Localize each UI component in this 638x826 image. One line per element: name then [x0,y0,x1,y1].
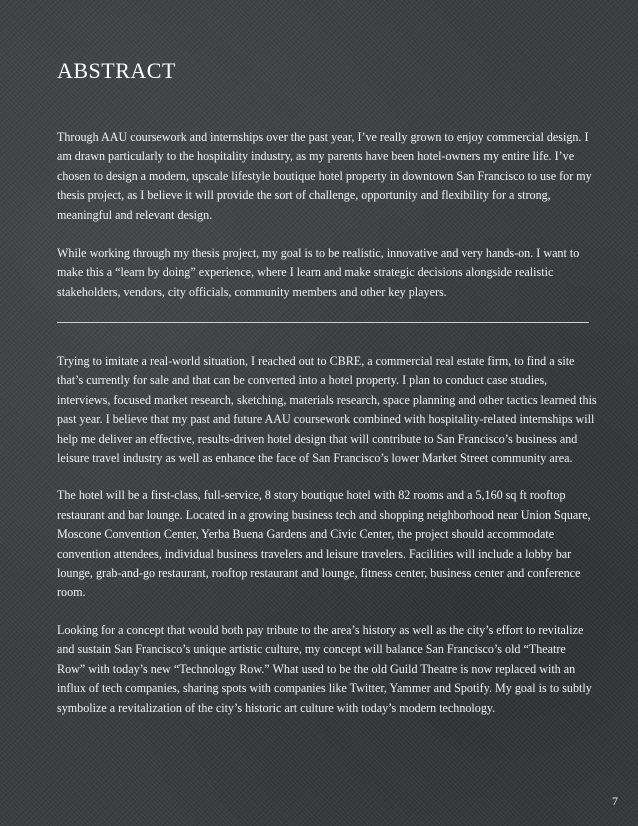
page-number: 7 [612,794,618,808]
paragraph: The hotel will be a first-class, full-service, 8 story boutique hotel with 82 rooms and a 5,160 sq ft rooftop restaurant and bar lounge. Located in a growing business tech and shopping neighborhood near Union Square, Moscone Convention Center, Yerba Buena Gardens and Civic Center, the project should accommodate convention attendees, individual business travelers and leisure travelers. Facilities will include a lobby bar lounge, grab-and-go restaurant, rooftop restaurant and lounge, fitness center, business center and conference room. [57,488,591,600]
body-section [57,352,597,718]
section-divider [57,322,589,323]
paragraph: Trying to imitate a real-world situation, I reached out to CBRE, a commercial real estate firm, to find a site that’s currently for sale and that can be converted into a hotel property. I plan to conduct case studies, interviews, focused market research, sketching, materials research, space planning and other tactics learned this past year. I believe that my past and future AAU coursework combined with hospitality-related internships will help me deliver an effective, results-driven hotel design that will contribute to San Francisco’s business and leisure travel industry as well as enhance the face of San Francisco’s lower Market Street community area. [57,354,597,466]
paragraph: While working through my thesis project, my goal is to be realistic, innovative and very hands-on. I want to make this a “learn by doing” experience, where I learn and make strategic decisions alongside realistic stakeholders, vendors, city officials, community members and other key players. [57,246,580,299]
paragraph: Through AAU coursework and internships over the past year, I’ve really grown to enjoy commercial design. I am drawn particularly to the hospitality industry, as my parents have been hotel-owners my entire life. I’ve chosen to design a modern, upscale lifestyle boutique hotel property in downtown San Francisco to use for my thesis project, as I believe it will provide the sort of challenge, opportunity and flexibility for a strong, meaningful and relevant design. [57,130,592,222]
paragraph: Looking for a concept that would both pay tribute to the area’s history as well as the city’s effort to revitalize and sustain San Francisco’s unique artistic culture, my concept will balance San Francisco’s old “Theatre Row” with today’s new “Technology Row.” What used to be the old Guild Theatre is now replaced with an influx of tech companies, sharing spots with companies like Twitter, Yammer and Spotify. My goal is to subtly symbolize a revitalization of the city’s historic art culture with today’s modern technology. [57,622,592,715]
intro-section [57,128,597,302]
page-title: ABSTRACT [57,58,176,83]
